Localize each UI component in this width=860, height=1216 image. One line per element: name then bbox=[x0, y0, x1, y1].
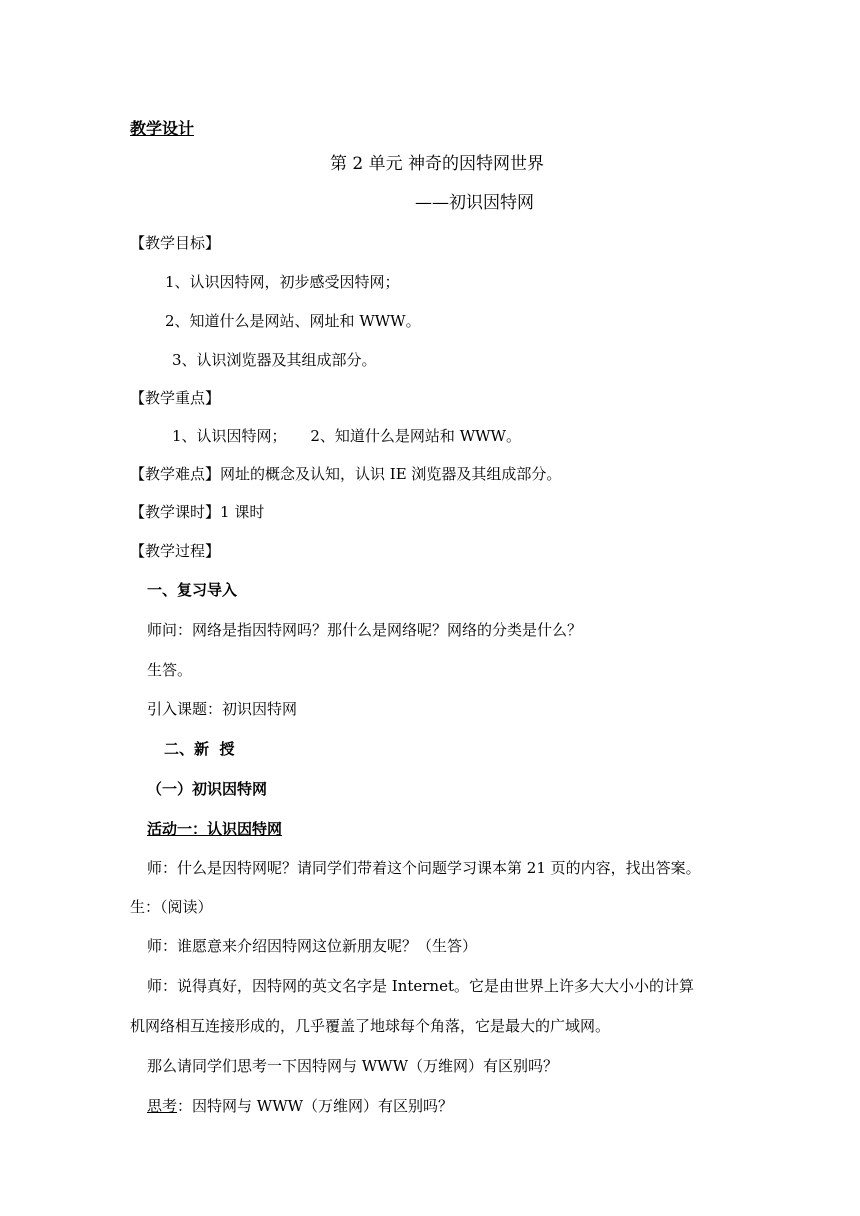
process-label: 【教学过程】 bbox=[130, 542, 221, 560]
section1-line: 生答。 bbox=[147, 661, 193, 679]
objective-item: 1、认识因特网，初步感受因特网； bbox=[165, 273, 400, 291]
think-label: 思考 bbox=[147, 1097, 178, 1115]
key-points-label: 【教学重点】 bbox=[130, 389, 221, 407]
section1-line: 师问：网络是指因特网吗？那什么是网络呢？网络的分类是什么？ bbox=[147, 621, 583, 639]
section2-line: 师：什么是因特网呢？请同学们带着这个问题学习课本第 21 页的内容，找出答案。 bbox=[147, 859, 701, 877]
difficulties-label: 【教学难点】 bbox=[130, 465, 221, 483]
section2-title: 二、新 授 bbox=[164, 740, 235, 758]
think-row bbox=[147, 1096, 453, 1116]
objectives-label: 【教学目标】 bbox=[130, 234, 221, 252]
doc-title: 第 2 单元 神奇的因特网世界 bbox=[330, 154, 545, 174]
section2-line: 生：（阅读） bbox=[130, 898, 213, 916]
doc-subtitle: ——初识因特网 bbox=[415, 193, 534, 213]
hours-row bbox=[130, 502, 264, 522]
section1-line: 引入课题：初识因特网 bbox=[147, 700, 298, 718]
objective-item: 2、知道什么是网站、网址和 WWW。 bbox=[165, 312, 421, 330]
section2-line: 师：谁愿意来介绍因特网这位新朋友呢？（生答） bbox=[147, 937, 478, 955]
hours-label: 【教学课时】 bbox=[130, 503, 221, 521]
activity-title: 活动一：认识因特网 bbox=[147, 820, 283, 838]
section2-line: 机网络相互连接形成的，几乎覆盖了地球每个角落，它是最大的广域网。 bbox=[130, 1017, 611, 1035]
objective-item: 3、认识浏览器及其组成部分。 bbox=[172, 351, 377, 369]
difficulties-row bbox=[130, 464, 561, 484]
key-points-content: 1、认识因特网； 2、知道什么是网站和 WWW。 bbox=[172, 427, 521, 445]
doc-heading: 教学设计 bbox=[130, 119, 195, 138]
hours-content: 1 课时 bbox=[220, 503, 265, 521]
subsection-title: （一）初识因特网 bbox=[147, 780, 268, 798]
section1-title: 一、复习导入 bbox=[147, 581, 238, 599]
difficulties-content: 网址的概念及认知，认识 IE 浏览器及其组成部分。 bbox=[220, 465, 562, 483]
section2-line: 那么请同学们思考一下因特网与 WWW（万维网）有区别吗？ bbox=[147, 1057, 559, 1075]
section2-line: 师：说得真好，因特网的英文名字是 Internet。它是由世界上许多大大小小的计算 bbox=[147, 977, 694, 995]
think-text: ：因特网与 WWW（万维网）有区别吗？ bbox=[177, 1097, 454, 1115]
